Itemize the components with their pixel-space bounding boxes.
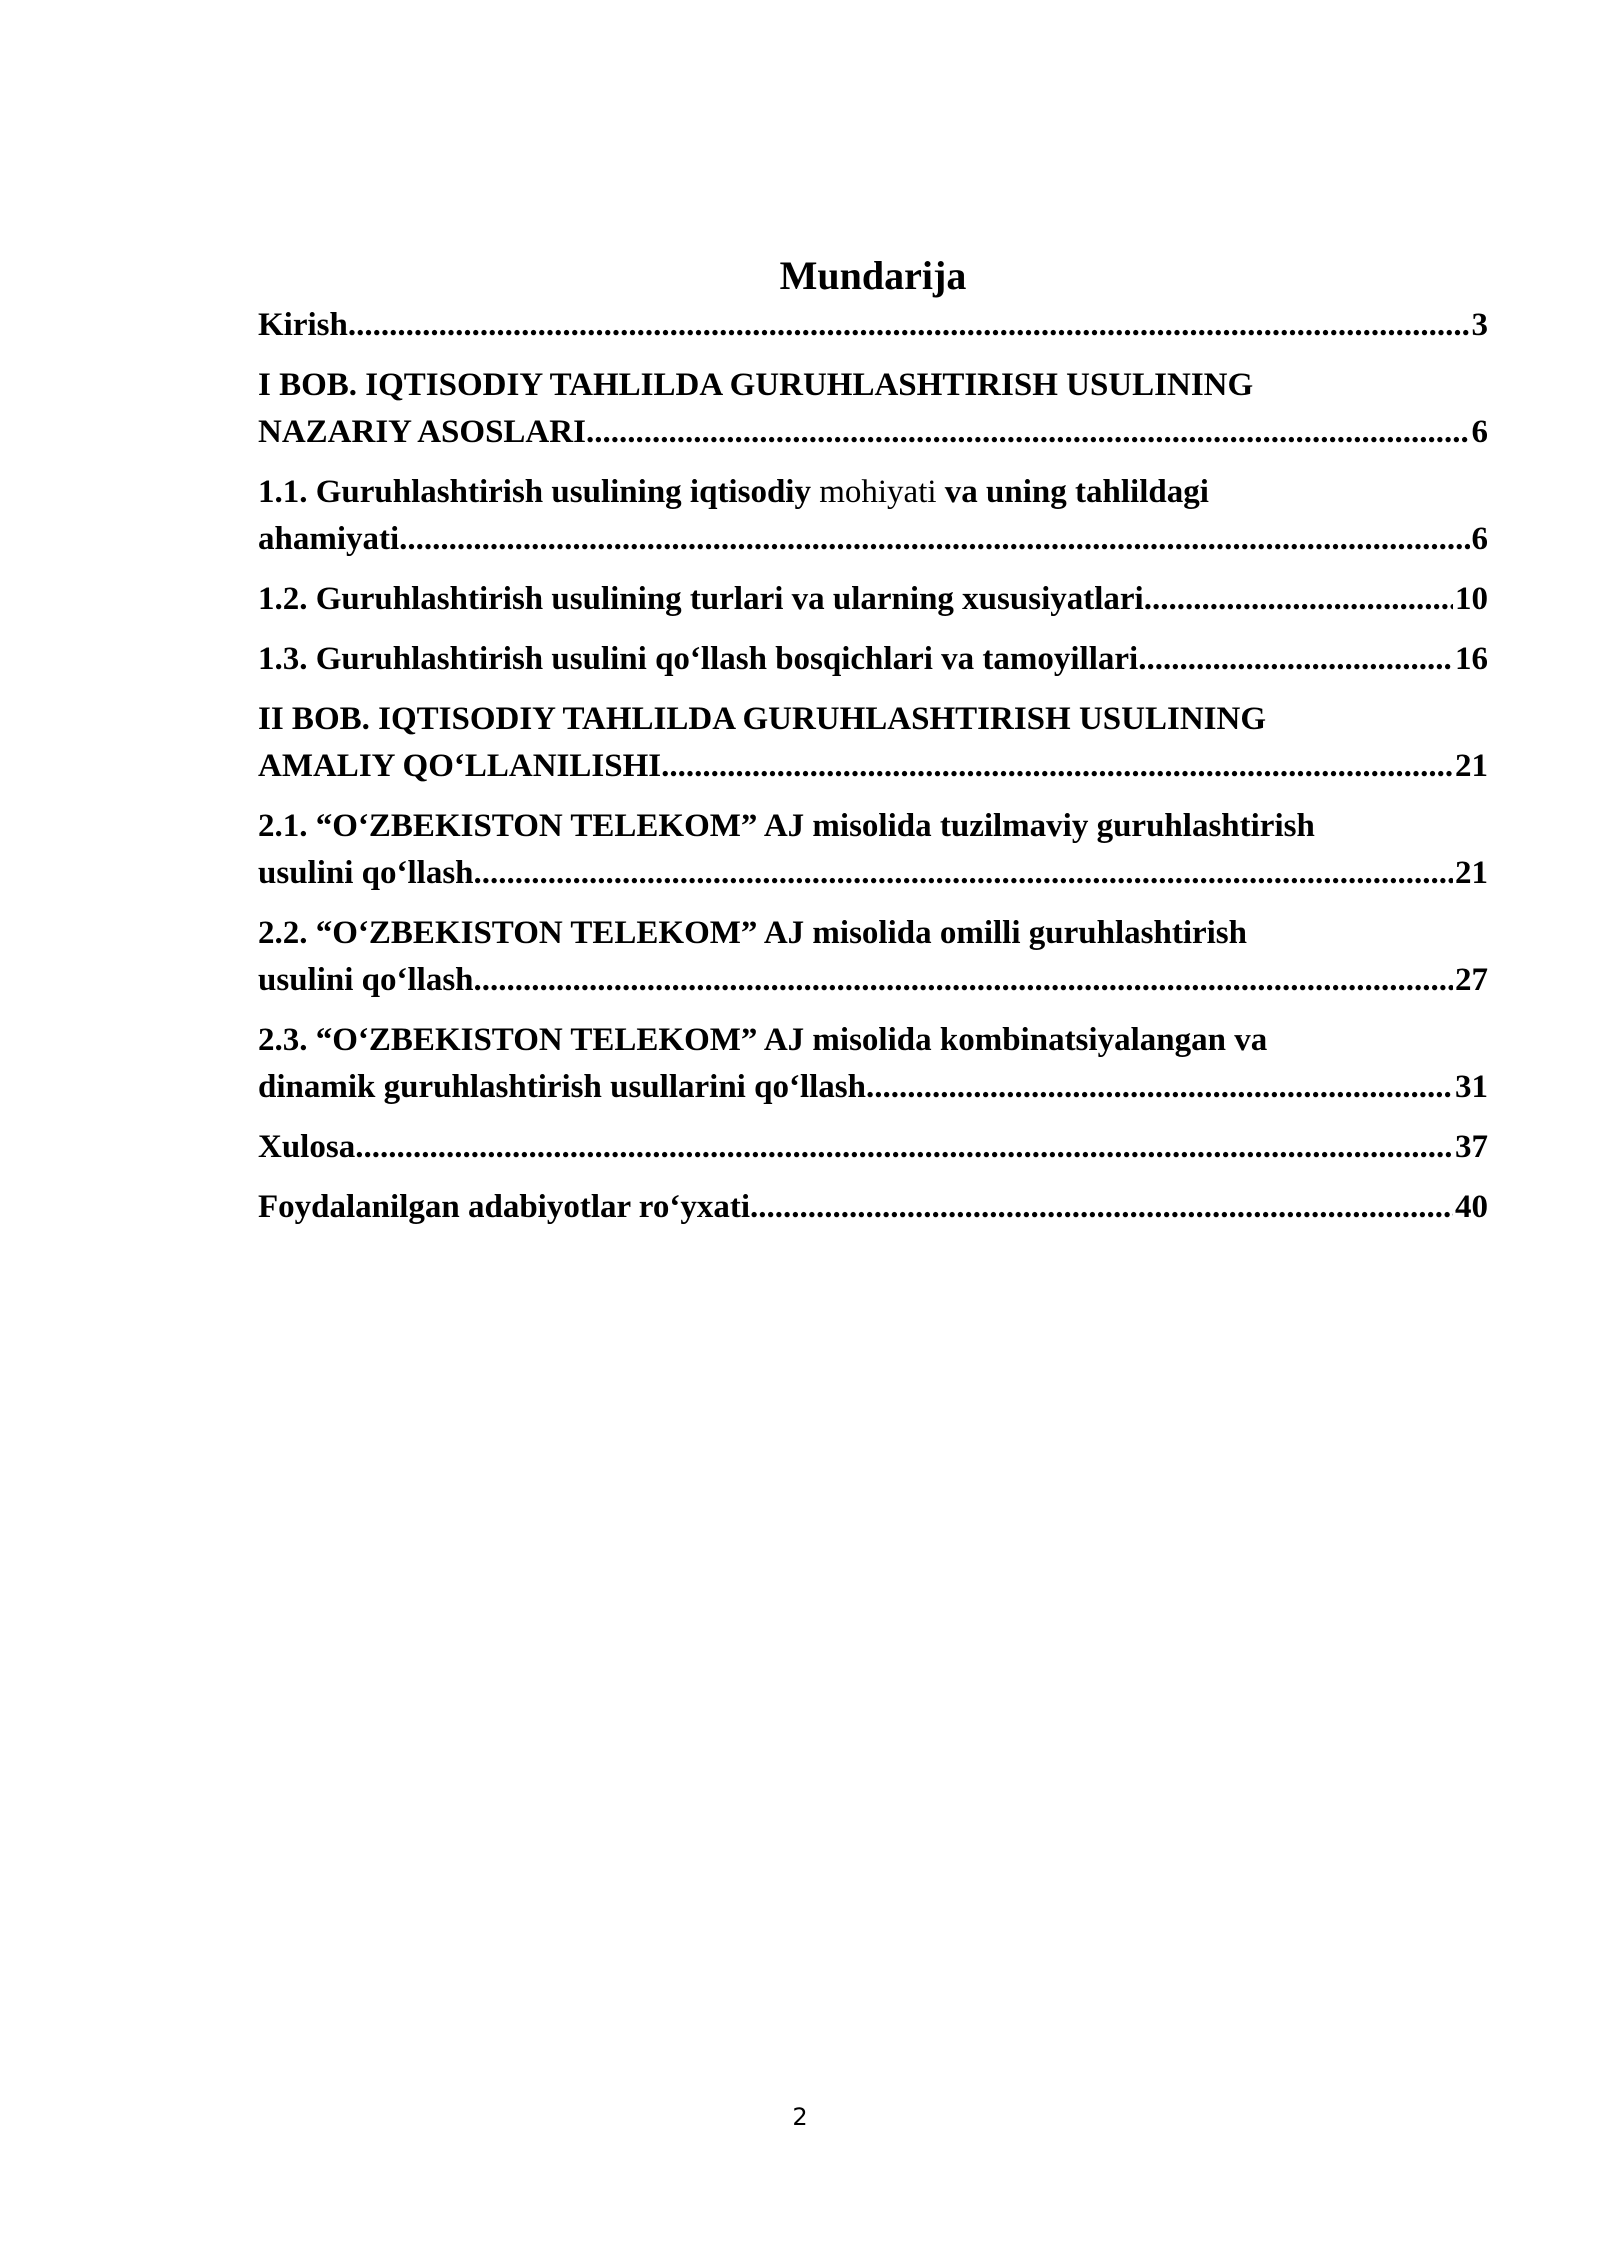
- toc-entry-title: ahamiyati: [258, 521, 400, 557]
- dot-leader: [750, 1184, 1453, 1231]
- toc-entry-bibliography[interactable]: [258, 1184, 1488, 1231]
- toc-page-number: 10: [1455, 581, 1488, 617]
- toc-entry-title: Foydalanilgan adabiyotlar ro‘yxati: [258, 1189, 751, 1225]
- toc-entry-chapter-1[interactable]: [258, 362, 1488, 456]
- dot-leader: [474, 957, 1453, 1004]
- toc-entry-line: [258, 1184, 1488, 1231]
- toc-entry-line: [258, 1064, 1488, 1111]
- toc-entry-line: [258, 743, 1488, 790]
- dot-leader: [399, 516, 1469, 563]
- toc-page-number: 3: [1471, 307, 1488, 343]
- toc-entry-line: [258, 636, 1488, 683]
- dot-leader: [474, 850, 1453, 897]
- toc-entry-title: 1.2. Guruhlashtirish usulining turlari va ularning xususiyatlari: [258, 581, 1144, 617]
- toc-entry-line: [258, 1124, 1488, 1171]
- toc-entry-title: AMALIY QO‘LLANILISHI: [258, 748, 662, 784]
- toc-entry-line: [258, 302, 1488, 349]
- toc-entry-line: [258, 576, 1488, 623]
- toc-entry-title: Kirish: [258, 307, 348, 343]
- dot-leader: [586, 409, 1470, 456]
- table-of-contents: [258, 250, 1488, 1231]
- dot-leader: [866, 1064, 1453, 1111]
- toc-page-number: 6: [1471, 521, 1488, 557]
- toc-entry-title-line: II BOB. IQTISODIY TAHLILDA GURUHLASHTIRISH USULINING: [258, 701, 1266, 737]
- toc-entry-title: usulini qo‘llash: [258, 855, 474, 891]
- dot-leader: [1144, 576, 1453, 623]
- toc-entry-line: [258, 409, 1488, 456]
- toc-page-number: 21: [1455, 855, 1488, 891]
- toc-entry-title-line: [258, 469, 1488, 516]
- toc-entry-title: NAZARIY ASOSLARI: [258, 414, 586, 450]
- dot-leader: [355, 1124, 1453, 1171]
- toc-page-number: 21: [1455, 748, 1488, 784]
- toc-page-number: 40: [1455, 1189, 1488, 1225]
- dot-leader: [661, 743, 1453, 790]
- toc-entry-title: dinamik guruhlashtirish usullarini qo‘llash: [258, 1069, 866, 1105]
- toc-text-normal-part: mohiyati: [819, 474, 937, 510]
- toc-list: [258, 302, 1488, 1231]
- toc-text-bold-part: 1.1. Guruhlashtirish usulining iqtisodiy: [258, 474, 820, 510]
- toc-page-number: 16: [1455, 641, 1488, 677]
- toc-page-number: 31: [1455, 1069, 1488, 1105]
- toc-entry-title-line: 2.1. “O‘ZBEKISTON TELEKOM” AJ misolida tuzilmaviy guruhlashtirish: [258, 808, 1315, 844]
- toc-text-bold-part: va uning tahlildagi: [936, 474, 1209, 510]
- toc-entry-chapter-2[interactable]: [258, 696, 1488, 790]
- toc-entry-title-line: I BOB. IQTISODIY TAHLILDA GURUHLASHTIRISH USULINING: [258, 367, 1254, 403]
- toc-entry-kirish[interactable]: [258, 302, 1488, 349]
- toc-page-number: 6: [1471, 414, 1488, 450]
- page-number: 2: [792, 2103, 808, 2131]
- toc-entry-title-line: 2.3. “O‘ZBEKISTON TELEKOM” AJ misolida kombinatsiyalangan va: [258, 1022, 1268, 1058]
- toc-entry-title: 1.3. Guruhlashtirish usulini qo‘llash bosqichlari va tamoyillari: [258, 641, 1139, 677]
- toc-entry-xulosa[interactable]: [258, 1124, 1488, 1171]
- toc-entry-line: [258, 516, 1488, 563]
- toc-entry-line: [258, 957, 1488, 1004]
- dot-leader: [1138, 636, 1453, 683]
- toc-page-number: 37: [1455, 1129, 1488, 1165]
- toc-entry-title: usulini qo‘llash: [258, 962, 474, 998]
- toc-entry-section-1-2[interactable]: [258, 576, 1488, 623]
- toc-entry-title: Xulosa: [258, 1129, 356, 1165]
- toc-entry-section-2-1[interactable]: [258, 803, 1488, 897]
- toc-entry-section-1-1[interactable]: [258, 469, 1488, 563]
- toc-entry-section-2-3[interactable]: [258, 1017, 1488, 1111]
- dot-leader: [348, 302, 1470, 349]
- toc-entry-title-line: 2.2. “O‘ZBEKISTON TELEKOM” AJ misolida omilli guruhlashtirish: [258, 915, 1248, 951]
- toc-entry-section-2-2[interactable]: [258, 910, 1488, 1004]
- toc-title: Mundarija: [779, 253, 967, 298]
- toc-entry-section-1-3[interactable]: [258, 636, 1488, 683]
- toc-entry-line: [258, 850, 1488, 897]
- toc-page-number: 27: [1455, 962, 1488, 998]
